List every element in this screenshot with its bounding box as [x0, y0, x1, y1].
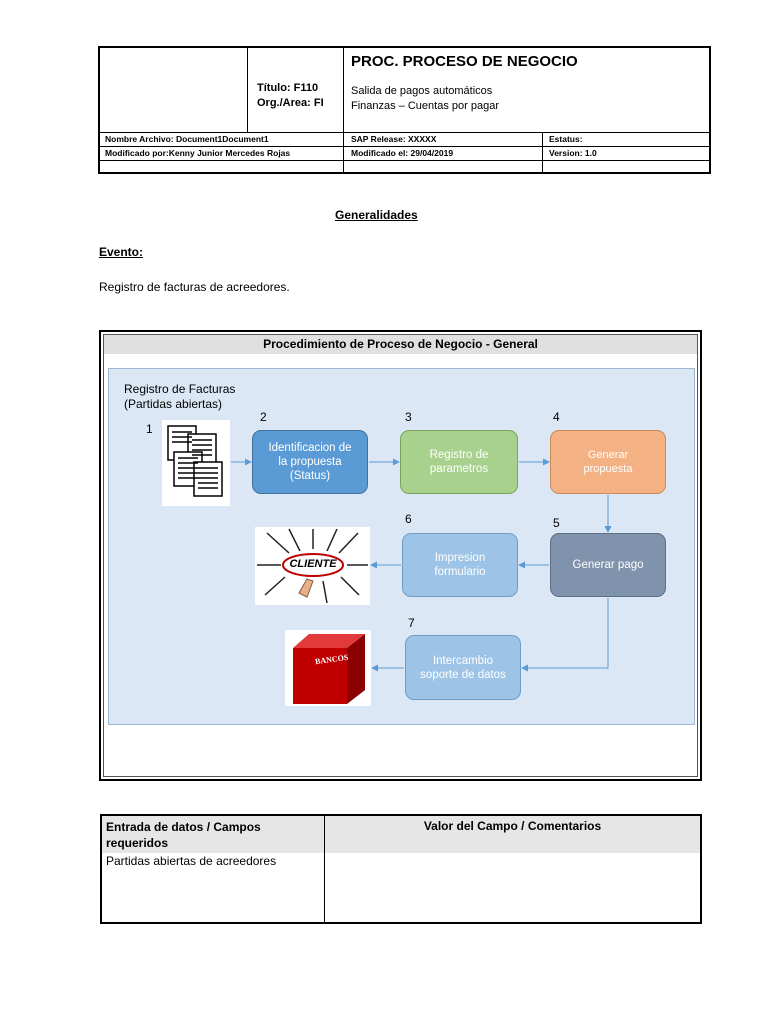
step-7-box: [405, 635, 521, 700]
step-2-line1: Identificacion de: [268, 442, 352, 454]
cliente-label: CLIENTE: [289, 558, 337, 570]
step-number-7: 7: [408, 616, 415, 630]
step-2-box: [252, 430, 368, 494]
org-area: Org./Area: FI: [257, 97, 324, 109]
section-title: Generalidades: [335, 208, 418, 222]
step-7-line2: soporte de datos: [420, 668, 506, 681]
cliente-image: [255, 527, 370, 605]
step-5-box: [550, 533, 666, 597]
titulo: Título: F110: [257, 82, 319, 94]
data-entry-table: [100, 814, 702, 924]
col1-header: [106, 819, 261, 851]
start-label-line1: Registro de Facturas: [124, 382, 236, 396]
evento-label: Evento:: [99, 245, 144, 259]
modificado-el: Modificado el: 29/04/2019: [351, 148, 454, 158]
documents-icon: [162, 420, 230, 506]
evento-text: Registro de facturas de acreedores.: [99, 280, 290, 294]
step-2-line3: (Status): [289, 470, 331, 482]
process-description-line1: Salida de pagos automáticos: [351, 85, 493, 97]
step-number-1: 1: [146, 422, 153, 436]
step-number-4: 4: [553, 410, 560, 424]
col2-header: Valor del Campo / Comentarios: [423, 819, 602, 833]
step-4-box: [550, 430, 666, 494]
step-number-6: 6: [405, 512, 412, 526]
sap-release: SAP Release: XXXXX: [351, 134, 437, 144]
procedure-title: Procedimiento de Proceso de Negocio - General: [104, 335, 697, 354]
estatus: Estatus:: [549, 134, 583, 144]
step-7-line1: Intercambio: [432, 654, 494, 667]
table-row-field: Partidas abiertas de acreedores: [106, 854, 277, 868]
start-label-line2: (Partidas abiertas): [124, 397, 223, 411]
step-2-line2: la propuesta: [278, 456, 342, 468]
step-5-line1: Generar pago: [572, 559, 644, 571]
nombre-archivo: Nombre Archivo: Document1Document1: [105, 134, 269, 144]
step-6-line2: formulario: [434, 566, 486, 578]
col1-header-line1: Entrada de datos / Campos: [106, 820, 261, 834]
step-6-box: [402, 533, 518, 597]
bancos-label: BANCOS: [314, 652, 349, 667]
step-3-line2: parametros: [429, 463, 489, 475]
modificado-por: Modificado por:Kenny Junior Mercedes Rojas: [105, 148, 291, 158]
version: Version: 1.0: [549, 148, 597, 158]
step-6-line1: Impresion: [434, 552, 486, 564]
step-4-line1: Generar: [587, 449, 629, 461]
document-header-table: [98, 46, 711, 174]
process-description-line2: Finanzas – Cuentas por pagar: [351, 100, 499, 112]
step-number-5: 5: [553, 516, 560, 530]
step-3-box: [400, 430, 518, 494]
col1-header-line2: requeridos: [106, 836, 169, 850]
step-4-line2: propuesta: [583, 463, 633, 475]
process-title: PROC. PROCESO DE NEGOCIO: [351, 53, 578, 70]
step-number-2: 2: [260, 410, 267, 424]
step-3-line1: Registro de: [429, 449, 489, 461]
step-number-3: 3: [405, 410, 412, 424]
bancos-image: [285, 630, 371, 706]
